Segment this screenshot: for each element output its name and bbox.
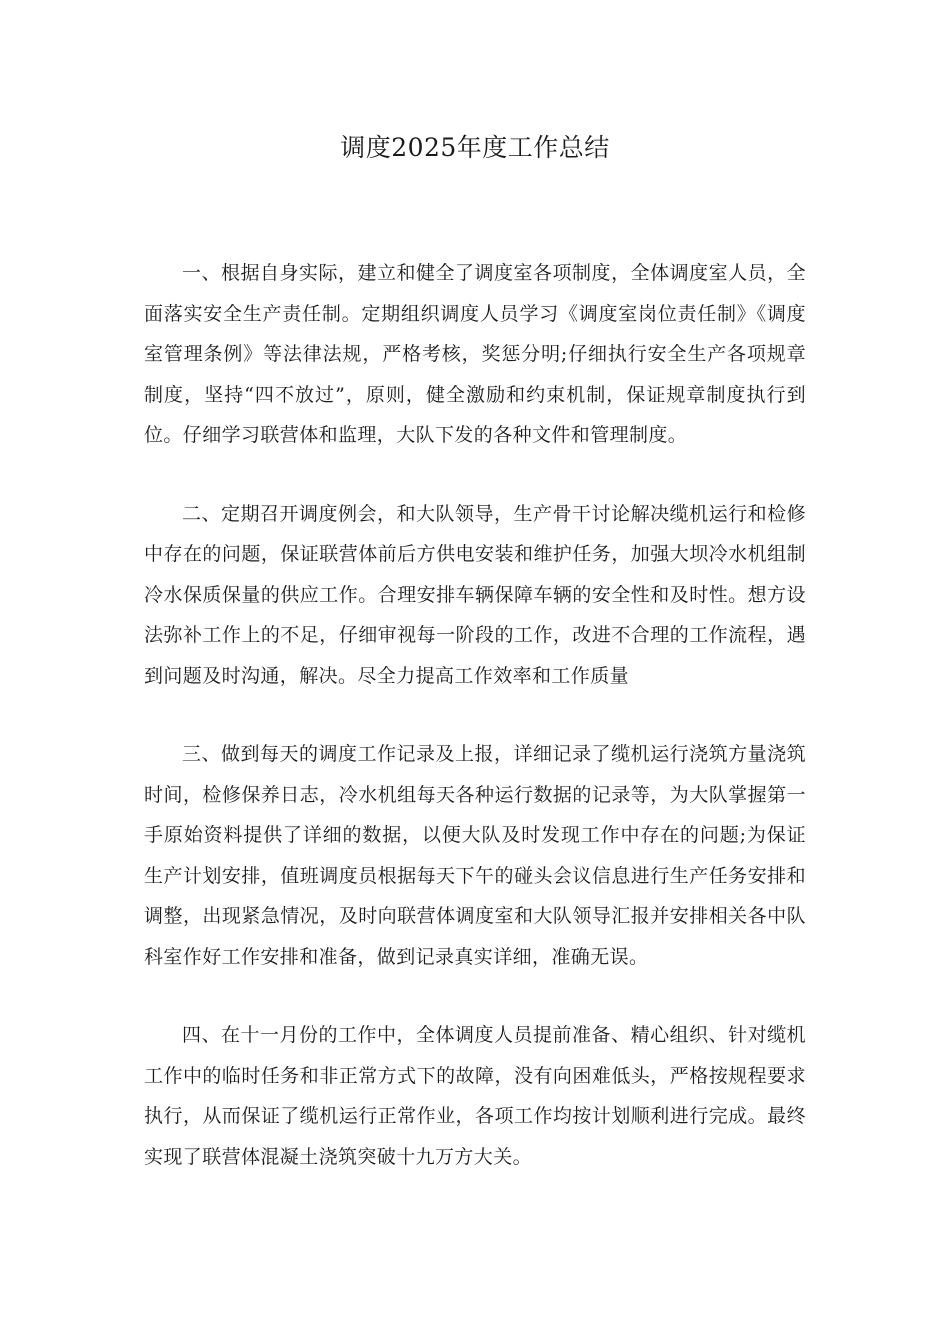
paragraph-3: 三、做到每天的调度工作记录及上报，详细记录了缆机运行浇筑方量浇筑时间，检修保养日志，冷水机组每天各种运行数据的记录等，为大队掌握第一手原始资料提供了详细的数据，以便大队及时发现工作中存在的问题;为保证生产计划安排，值班调度员根据每天下午的碰头会议信息进行生产任务安排和调整，出现紧急情况，及时向联营体调度室和大队领导汇报并安排相关各中队科室作好工作安排和准备，做到记录真实详细，准确无误。 — [144, 743, 806, 968]
paragraph-4: 四、在十一月份的工作中，全体调度人员提前准备、精心组织、针对缆机工作中的临时任务和非正常方式下的故障，没有向困难低头，严格按规程要求执行，从而保证了缆机运行正常作业，各项工作均按计划顺利进行完成。最终实现了联营体混凝土浇筑突破十九万方大关。 — [144, 1024, 806, 1168]
paragraph-2: 二、定期召开调度例会，和大队领导，生产骨干讨论解决缆机运行和检修中存在的问题，保证联营体前后方供电安装和维护任务，加强大坝冷水机组制冷水保质保量的供应工作。合理安排车辆保障车辆的安全性和及时性。想方设法弥补工作上的不足，仔细审视每一阶段的工作，改进不合理的工作流程，遇到问题及时沟通，解决。尽全力提高工作效率和工作质量 — [144, 502, 806, 687]
document-title: 调度2025年度工作总结 — [340, 133, 610, 162]
document-body — [144, 253, 806, 1215]
paragraph-1: 一、根据自身实际，建立和健全了调度室各项制度，全体调度室人员，全面落实安全生产责任制。定期组织调度人员学习《调度室岗位责任制》《调度室管理条例》等法律法规，严格考核，奖惩分明;仔细执行安全生产各项规章制度，坚持“四不放过”，原则，健全激励和约束机制，保证规章制度执行到位。仔细学习联营体和监理，大队下发的各种文件和管理制度。 — [144, 262, 806, 446]
